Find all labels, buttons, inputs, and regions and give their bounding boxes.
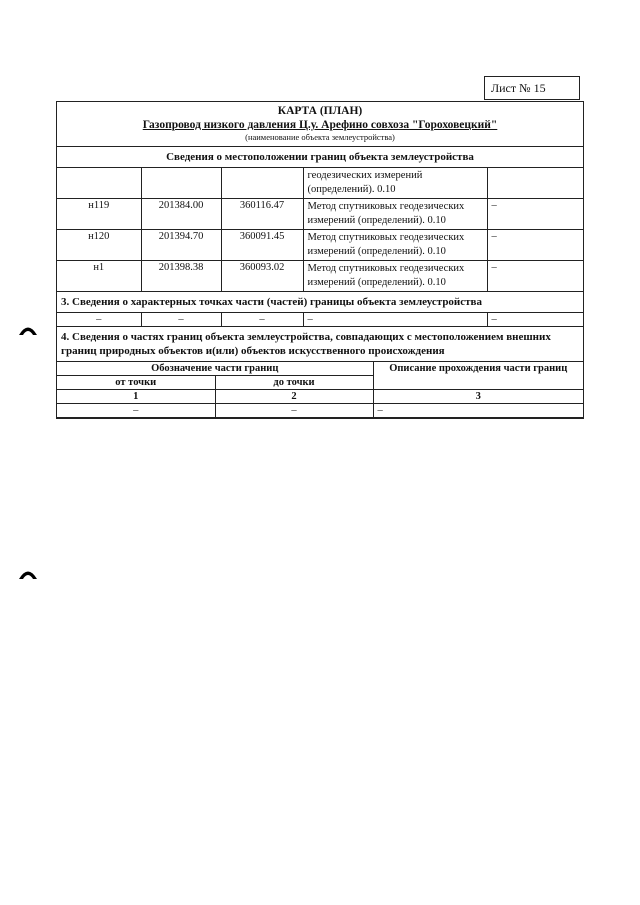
point-y: 360091.45 <box>221 230 303 261</box>
punch-hole-mark <box>18 568 38 580</box>
point-x <box>141 168 221 199</box>
section3-cell: – <box>141 313 221 327</box>
point-y: 360116.47 <box>221 199 303 230</box>
point-y <box>221 168 303 199</box>
object-caption: (наименование объекта землеустройства) <box>245 132 395 142</box>
col-to: до точки <box>215 376 373 390</box>
section4-cell: – <box>57 404 215 418</box>
point-note <box>487 168 583 199</box>
table-row <box>57 199 583 230</box>
document-title: КАРТА (ПЛАН) <box>277 105 363 117</box>
punch-hole-mark <box>18 324 38 336</box>
object-name: Газопровод низкого давления Ц.у. Арефино совхоза "Гороховецкий" <box>142 119 498 131</box>
point-note: – <box>487 261 583 292</box>
point-id: н1 <box>57 261 141 292</box>
document-form <box>56 101 584 419</box>
table-row <box>57 404 583 418</box>
table-row <box>57 390 583 404</box>
point-method: геодезических измерений (определений). 0.10 <box>303 168 487 199</box>
section3-cell: – <box>57 313 141 327</box>
point-method: Метод спутниковых геодезических измерений (определений). 0.10 <box>303 261 487 292</box>
table-row <box>57 261 583 292</box>
point-x: 201398.38 <box>141 261 221 292</box>
point-method: Метод спутниковых геодезических измерений (определений). 0.10 <box>303 199 487 230</box>
point-y: 360093.02 <box>221 261 303 292</box>
table-row <box>57 168 583 199</box>
point-method: Метод спутниковых геодезических измерений (определений). 0.10 <box>303 230 487 261</box>
points-table <box>57 168 583 292</box>
point-x: 201394.70 <box>141 230 221 261</box>
point-note: – <box>487 230 583 261</box>
section3-cell: – <box>221 313 303 327</box>
section4-title: 4. Сведения о частях границ объекта землеустройства, совпадающих с местоположением внешних границ природных объектов и(или) объектов искусственного происхождения <box>57 327 583 362</box>
section4-cell: – <box>215 404 373 418</box>
section3-title: 3. Сведения о характерных точках части (частей) границы объекта землеустройства <box>57 292 583 313</box>
point-id: н119 <box>57 199 141 230</box>
point-id <box>57 168 141 199</box>
section3-cell: – <box>303 313 487 327</box>
point-id: н120 <box>57 230 141 261</box>
point-note: – <box>487 199 583 230</box>
col-from: от точки <box>57 376 215 390</box>
table-row <box>57 230 583 261</box>
col-number-2: 2 <box>215 390 373 404</box>
document-header <box>57 102 583 147</box>
col-description: Описание прохождения части границ <box>373 362 583 390</box>
section4-table <box>57 362 583 418</box>
col-number-3: 3 <box>373 390 583 404</box>
section-location-title: Сведения о местоположении границ объекта землеустройства <box>57 147 583 168</box>
section4-cell: – <box>373 404 583 418</box>
section3-cell: – <box>487 313 583 327</box>
col-designation: Обозначение части границ <box>57 362 373 376</box>
sheet-number-box <box>484 76 580 100</box>
sheet-number: Лист № 15 <box>491 81 546 95</box>
col-number-1: 1 <box>57 390 215 404</box>
point-x: 201384.00 <box>141 199 221 230</box>
table-row <box>57 362 583 376</box>
table-row <box>57 313 583 327</box>
section3-table <box>57 313 583 327</box>
